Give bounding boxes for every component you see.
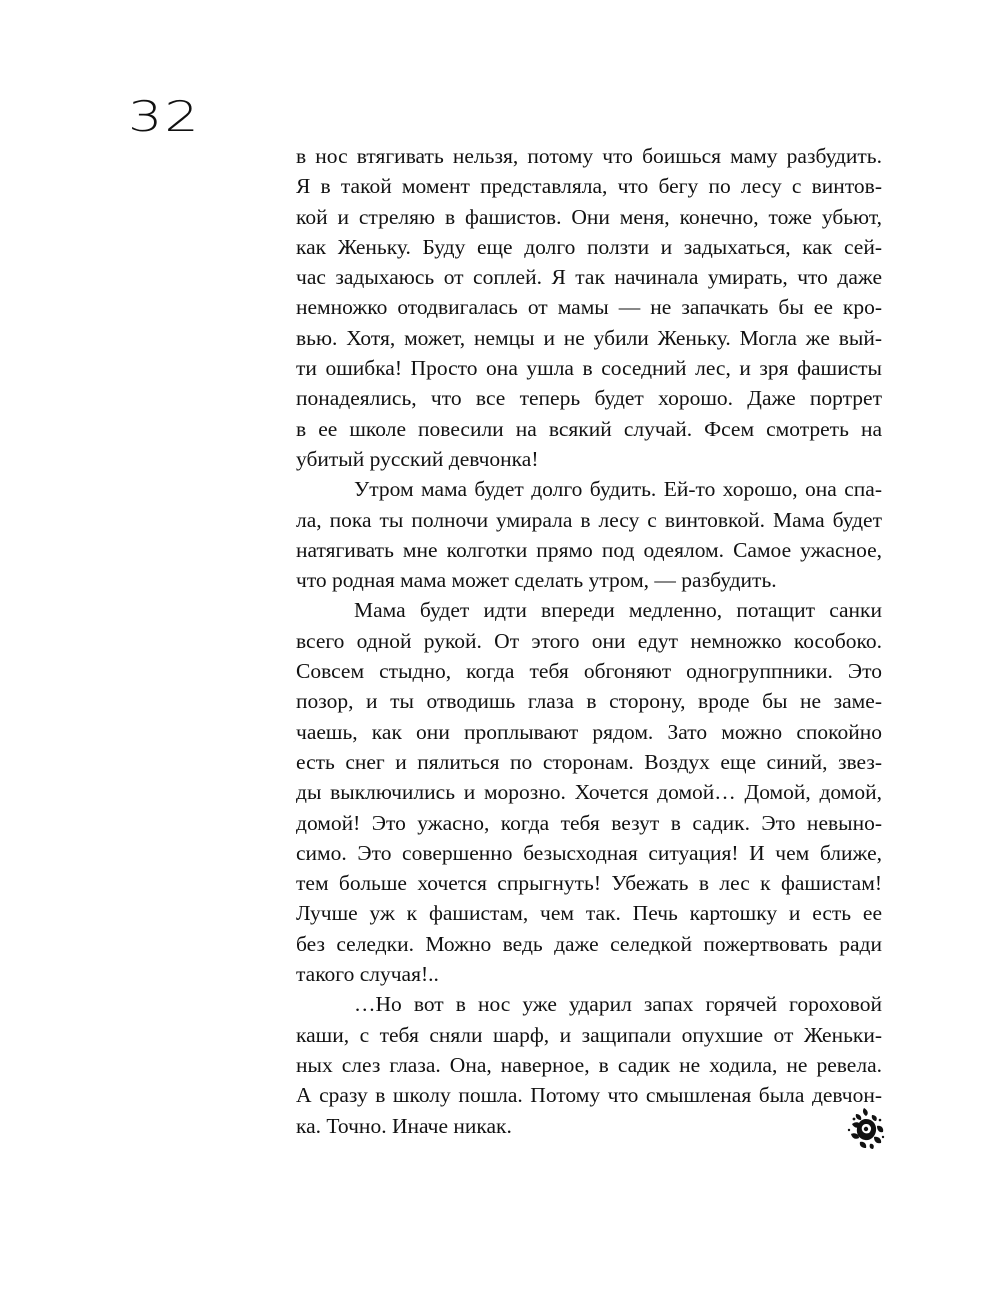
text-line: немножко отодвигалась от мамы — не запачкать бы ее кро- <box>296 295 882 320</box>
floral-ornament-icon <box>846 1106 886 1150</box>
text-line: А сразу в школу пошла. Потому что смышленая была девчон- <box>296 1083 882 1108</box>
text-line: всего одной рукой. От этого они едут немножко кособоко. <box>296 628 882 653</box>
text-line: Совсем стыдно, когда тебя обгоняют одногруппники. Это <box>296 659 882 684</box>
text-line: каши, с тебя сняли шарф, и защипали опухшие от Женьки- <box>296 1022 882 1047</box>
text-line: что родная мама может сделать утром, — разбудить. <box>296 568 777 593</box>
paragraph-2 <box>296 474 882 595</box>
text-line: понадеялись, что все теперь будет хорошо. Даже портрет <box>296 386 882 411</box>
paragraph-4 <box>296 989 882 1140</box>
text-line: кой и стреляю в фашистов. Они меня, конечно, тоже убьют, <box>296 204 882 229</box>
text-line: без селедки. Можно ведь даже селедкой пожертвовать ради <box>296 931 882 956</box>
text-line: симо. Это совершенно безысходная ситуация! И чем ближе, <box>296 840 882 865</box>
body-text <box>296 141 882 1141</box>
text-line: …Но вот в нос уже ударил запах горячей гороховой <box>354 992 882 1017</box>
text-line: чаешь, как они проплывают рядом. Зато можно спокойно <box>296 719 882 744</box>
text-line: в ее школе повесили на всякий случай. Фсем смотреть на <box>296 416 882 441</box>
text-line: тем больше хочется спрыгнуть! Убежать в лес к фашистам! <box>296 871 882 896</box>
text-line: ти ошибка! Просто она ушла в соседний лес, и зря фашисты <box>296 356 882 381</box>
text-line: час задыхаюсь от соплей. Я так начинала умирать, что даже <box>296 265 882 290</box>
text-line: натягивать мне колготки прямо под одеялом. Самое ужасное, <box>296 537 882 562</box>
text-line: позор, и ты отводишь глаза в сторону, вроде бы не заме- <box>296 689 882 714</box>
text-line: есть снег и пялиться по сторонам. Воздух еще синий, звез- <box>296 749 882 774</box>
text-line: ды выключились и морозно. Хочется домой… Домой, домой, <box>296 780 882 805</box>
text-line: ных слез глаза. Она, наверное, в садик не ходила, не ревела. <box>296 1052 882 1077</box>
text-line: как Женьку. Буду еще долго ползти и задыхаться, как сей- <box>296 234 882 259</box>
paragraph-1 <box>296 141 882 474</box>
paragraph-3 <box>296 595 882 989</box>
text-line: домой! Это ужасно, когда тебя везут в садик. Это невыно- <box>296 810 882 835</box>
page-number: 32 <box>128 92 201 142</box>
text-line: Лучше уж к фашистам, чем так. Печь картошку и есть ее <box>296 901 882 926</box>
text-line: ла, пока ты полночи умирала в лесу с винтовкой. Мама будет <box>296 507 882 532</box>
text-line: Утром мама будет долго будить. Ей-то хорошо, она спа- <box>354 477 882 502</box>
text-line: убитый русский девчонка! <box>296 446 539 471</box>
text-line: вью. Хотя, может, немцы и не убили Женьку. Могла же вый- <box>296 325 882 350</box>
text-line: Я в такой момент представляла, что бегу по лесу с винтов- <box>296 174 882 199</box>
text-line: Мама будет идти впереди медленно, потащит санки <box>354 598 882 623</box>
text-line: в нос втягивать нельзя, потому что боишься маму разбудить. <box>296 144 882 168</box>
text-line: такого случая!.. <box>296 962 439 987</box>
text-line: ка. Точно. Иначе никак. <box>296 1113 512 1138</box>
